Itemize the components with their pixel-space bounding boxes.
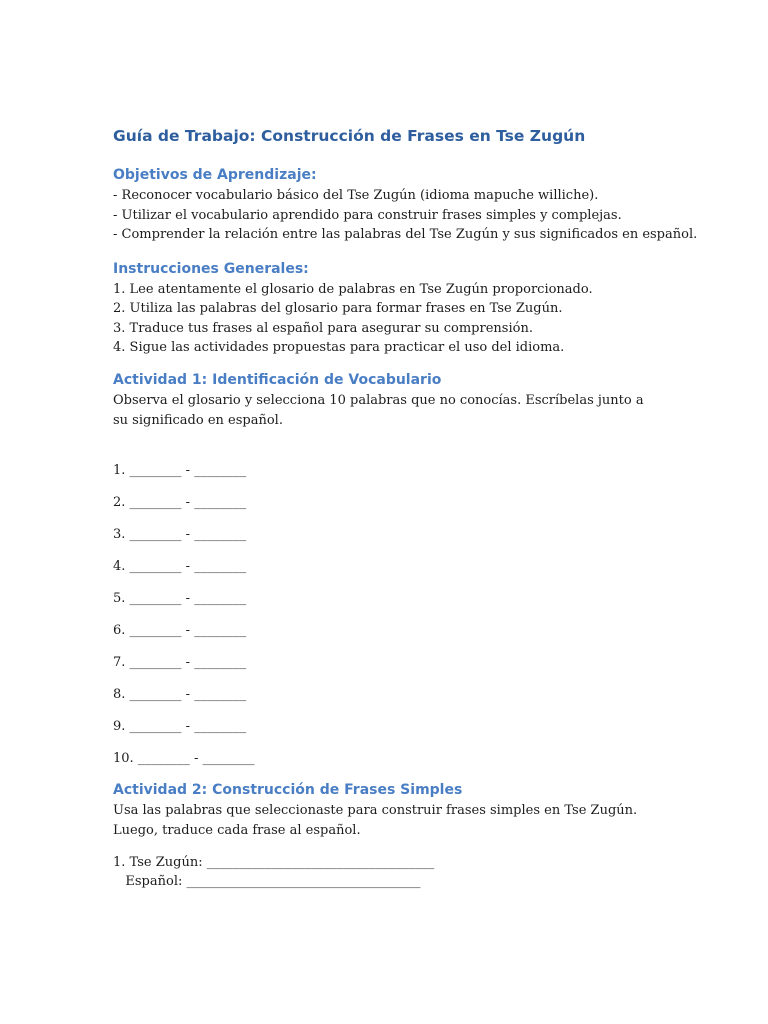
translation-blank-tse: 1. Tse Zugún: ___________________________________ <box>113 854 435 870</box>
activity1-instructions: Observa el glosario y selecciona 10 palabras que no conocías. Escríbelas junto a su significado en español. <box>113 392 644 428</box>
vocabulary-blank-3: 3. ________ - ________ <box>113 526 247 542</box>
list-item: 1. Lee atentamente el glosario de palabras en Tse Zugún proporcionado. <box>113 281 593 297</box>
vocabulary-blank-4: 4. ________ - ________ <box>113 558 247 574</box>
vocabulary-blank-8: 8. ________ - ________ <box>113 686 247 702</box>
list-item: - Comprender la relación entre las palabras del Tse Zugún y sus significados en español. <box>113 227 698 242</box>
vocabulary-blank-7: 7. ________ - ________ <box>113 654 247 670</box>
vocabulary-blank-1: 1. ________ - ________ <box>113 462 247 478</box>
objectives-list <box>113 186 698 245</box>
vocabulary-blank-9: 9. ________ - ________ <box>113 718 247 734</box>
vocabulary-blank-list <box>113 455 653 775</box>
list-item: 2. Utiliza las palabras del glosario para formar frases en Tse Zugún. <box>113 301 563 316</box>
list-item: - Utilizar el vocabulario aprendido para construir frases simples y complejas. <box>113 207 622 223</box>
activity2-heading: Actividad 2: Construcción de Frases Simples <box>113 781 463 798</box>
activity2-instructions: Usa las palabras que seleccionaste para construir frases simples en Tse Zugún. Luego, traduce cada frase al español. <box>113 802 638 838</box>
vocabulary-blank-6: 6. ________ - ________ <box>113 622 247 638</box>
instructions-list <box>113 280 653 358</box>
activity1-heading: Actividad 1: Identificación de Vocabulario <box>113 371 442 388</box>
vocabulary-blank-2: 2. ________ - ________ <box>113 494 247 510</box>
page-title: Guía de Trabajo: Construcción de Frases en Tse Zugún <box>113 127 586 145</box>
list-item: 4. Sigue las actividades propuestas para practicar el uso del idioma. <box>113 340 565 355</box>
translation-blank-es: Español: ____________________________________ <box>113 874 421 889</box>
instructions-heading: Instrucciones Generales: <box>113 260 309 277</box>
list-item: - Reconocer vocabulario básico del Tse Zugún (idioma mapuche williche). <box>113 188 599 203</box>
document-page <box>113 124 698 892</box>
vocabulary-blank-10: 10. ________ - ________ <box>113 750 255 766</box>
list-item: 3. Traduce tus frases al español para asegurar su comprensión. <box>113 320 533 336</box>
vocabulary-blank-5: 5. ________ - ________ <box>113 590 247 606</box>
objectives-heading: Objetivos de Aprendizaje: <box>113 167 317 183</box>
